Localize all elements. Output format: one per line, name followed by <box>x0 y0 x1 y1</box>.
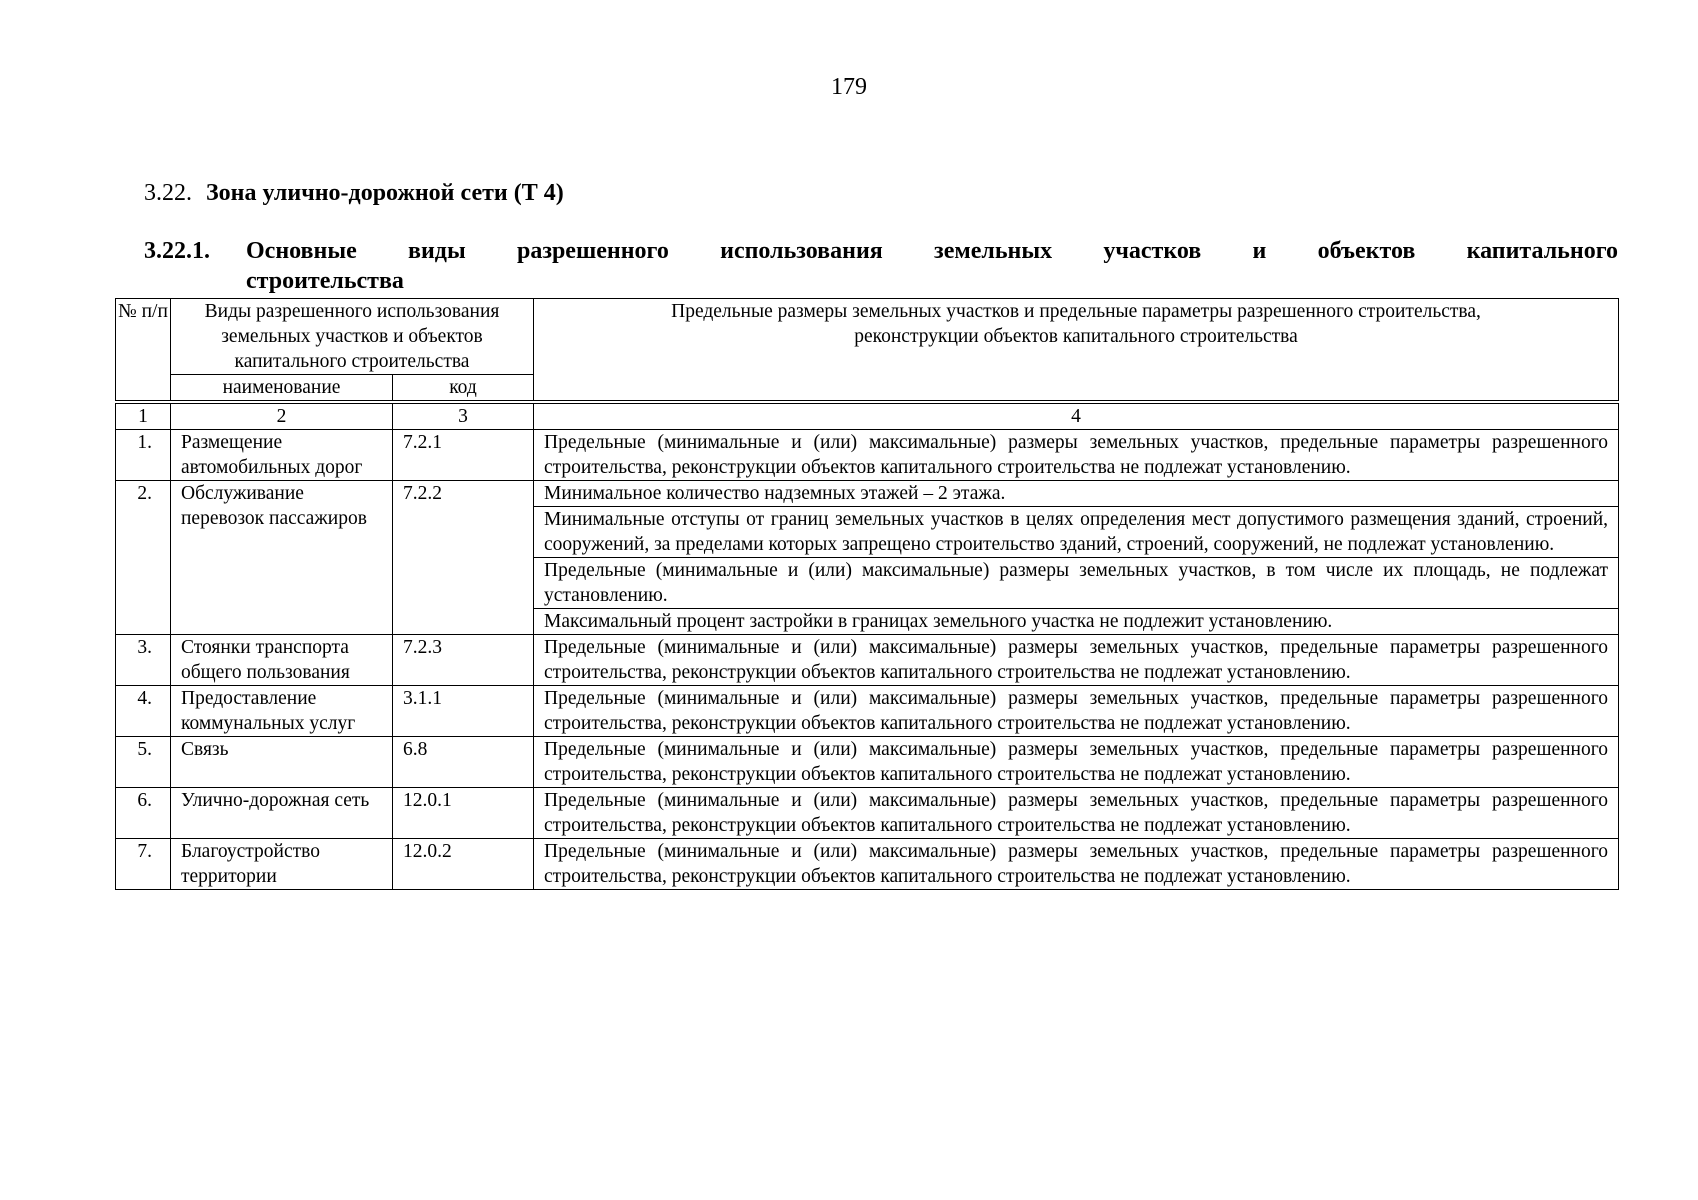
row-number: 1. <box>116 430 171 481</box>
use-code: 7.2.1 <box>393 430 534 481</box>
use-code: 12.0.1 <box>393 788 534 839</box>
section-heading <box>144 180 564 207</box>
section-title: Зона улично-дорожной сети (Т 4) <box>206 180 564 206</box>
table-row <box>116 635 1619 686</box>
header-kinds: Виды разрешенного использования земельных участков и объектов капитального строительства <box>171 299 534 375</box>
use-name: Предоставление коммунальных услуг <box>171 686 393 737</box>
params-cell: Предельные (минимальные и (или) максимальные) размеры земельных участков, в том числе их площадь, не подлежат установлению. <box>534 558 1619 609</box>
column-numbers-row <box>116 402 1619 430</box>
use-name: Размещение автомобильных дорог <box>171 430 393 481</box>
params-cell: Минимальное количество надземных этажей – 2 этажа. <box>534 481 1619 507</box>
row-number: 2. <box>116 481 171 635</box>
table-row <box>116 481 1619 507</box>
header-row <box>116 299 1619 375</box>
params-cell: Минимальные отступы от границ земельных участков в целях определения мест допустимого размещения зданий, строений, сооружений, за пределами которых запрещено строительство зданий, строений, сооружений, не подлежат установлению. <box>534 507 1619 558</box>
use-code: 7.2.2 <box>393 481 534 635</box>
subsection-title-line2: строительства <box>246 268 404 294</box>
params-cell: Предельные (минимальные и (или) максимальные) размеры земельных участков, предельные параметры разрешенного строительства, реконструкции объектов капитального строительства не подлежат установлению. <box>534 737 1619 788</box>
use-name: Улично-дорожная сеть <box>171 788 393 839</box>
row-number: 7. <box>116 839 171 890</box>
use-code: 7.2.3 <box>393 635 534 686</box>
use-name: Связь <box>171 737 393 788</box>
use-code: 12.0.2 <box>393 839 534 890</box>
subsection-number: 3.22.1. <box>144 238 210 264</box>
header-num: № п/п <box>116 299 171 403</box>
row-number: 6. <box>116 788 171 839</box>
params-cell: Максимальный процент застройки в границах земельного участка не подлежит установлению. <box>534 609 1619 635</box>
table-row <box>116 788 1619 839</box>
header-params: Предельные размеры земельных участков и предельные параметры разрешенного строительства, реконструкции объектов капитального строительства <box>534 299 1619 403</box>
params-cell: Предельные (минимальные и (или) максимальные) размеры земельных участков, предельные параметры разрешенного строительства, реконструкции объектов капитального строительства не подлежат установлению. <box>534 839 1619 890</box>
column-number: 1 <box>116 402 171 430</box>
params-cell: Предельные (минимальные и (или) максимальные) размеры земельных участков, предельные параметры разрешенного строительства, реконструкции объектов капитального строительства не подлежат установлению. <box>534 635 1619 686</box>
column-number: 4 <box>534 402 1619 430</box>
params-cell: Предельные (минимальные и (или) максимальные) размеры земельных участков, предельные параметры разрешенного строительства, реконструкции объектов капитального строительства не подлежат установлению. <box>534 430 1619 481</box>
row-number: 3. <box>116 635 171 686</box>
use-name: Благоустройство территории <box>171 839 393 890</box>
column-number: 2 <box>171 402 393 430</box>
use-name: Стоянки транспорта общего пользования <box>171 635 393 686</box>
params-cell: Предельные (минимальные и (или) максимальные) размеры земельных участков, предельные параметры разрешенного строительства, реконструкции объектов капитального строительства не подлежат установлению. <box>534 788 1619 839</box>
use-name: Обслуживание перевозок пассажиров <box>171 481 393 635</box>
section-number: 3.22. <box>144 180 192 206</box>
table-row <box>116 737 1619 788</box>
use-code: 6.8 <box>393 737 534 788</box>
table-row <box>116 430 1619 481</box>
params-cell: Предельные (минимальные и (или) максимальные) размеры земельных участков, предельные параметры разрешенного строительства, реконструкции объектов капитального строительства не подлежат установлению. <box>534 686 1619 737</box>
table-row <box>116 839 1619 890</box>
table-row <box>116 686 1619 737</box>
land-use-table <box>115 298 1619 890</box>
row-number: 4. <box>116 686 171 737</box>
use-code: 3.1.1 <box>393 686 534 737</box>
column-number: 3 <box>393 402 534 430</box>
subsection-title-line1: Основные виды разрешенного использования земельных участков и объектов капитального <box>246 238 1618 264</box>
page-number: 179 <box>831 74 867 100</box>
row-number: 5. <box>116 737 171 788</box>
header-name: наименование <box>171 375 393 403</box>
header-code: код <box>393 375 534 403</box>
